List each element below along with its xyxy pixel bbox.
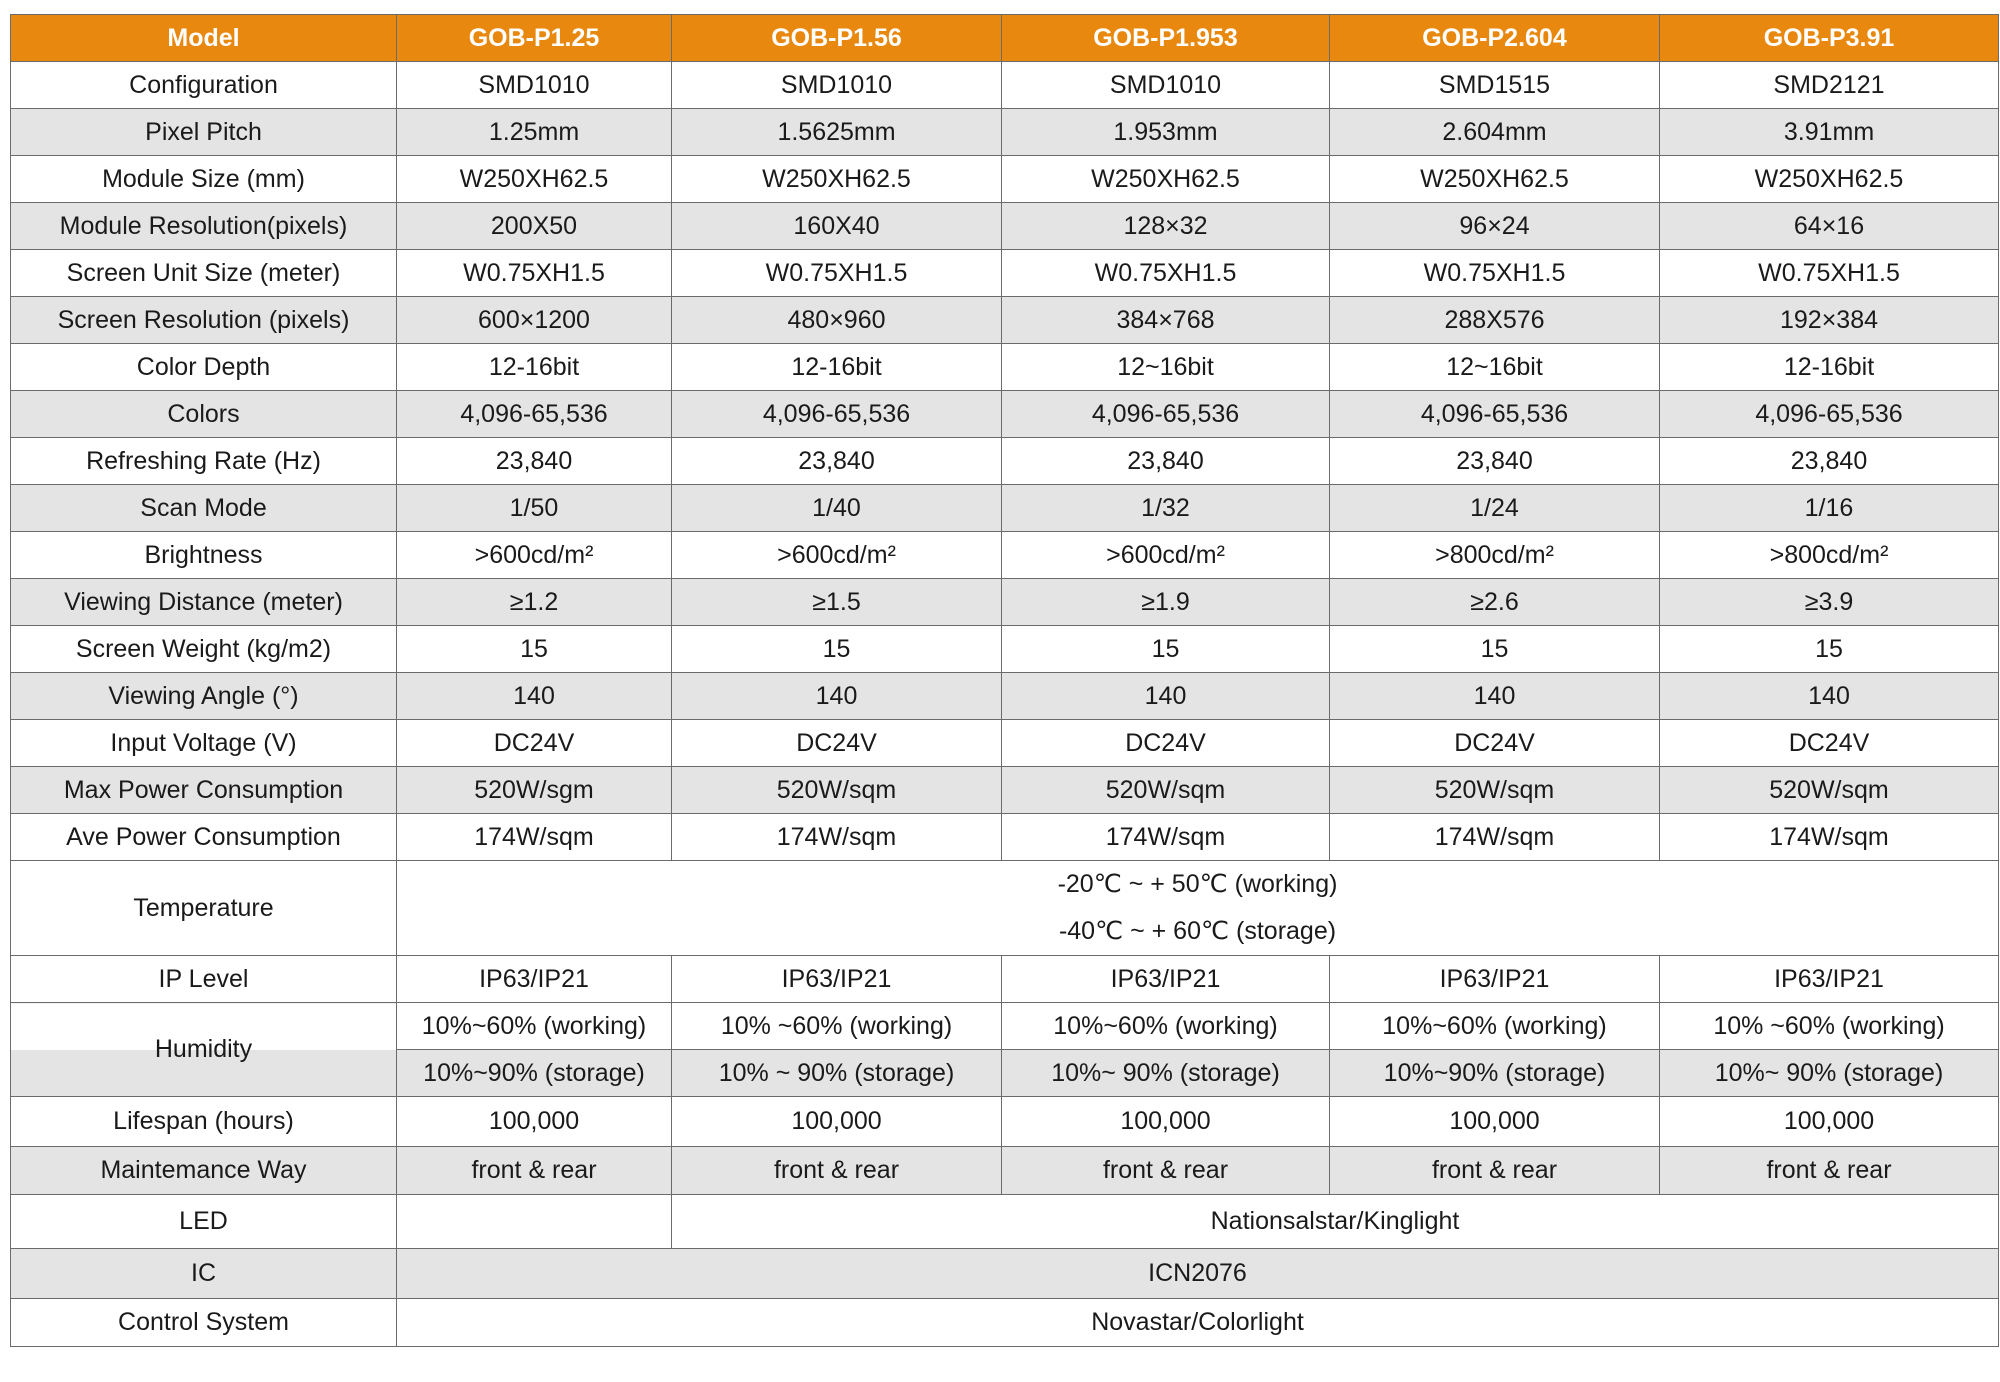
cell-max-power-consumption: 520W/sgm <box>397 767 672 814</box>
cell-pixel-pitch: 2.604mm <box>1330 109 1660 156</box>
row-label-input-voltage-v: Input Voltage (V) <box>11 720 397 767</box>
cell-module-resolution-pixels: 200X50 <box>397 203 672 250</box>
row-label-lifespan: Lifespan (hours) <box>11 1097 397 1147</box>
cell-maintenance: front & rear <box>397 1147 672 1195</box>
cell-screen-unit-size-meter: W0.75XH1.5 <box>397 250 672 297</box>
table-row <box>11 532 1999 579</box>
row-label-max-power-consumption: Max Power Consumption <box>11 767 397 814</box>
row-label-pixel-pitch: Pixel Pitch <box>11 109 397 156</box>
cell-pixel-pitch: 3.91mm <box>1660 109 1999 156</box>
table-row <box>11 673 1999 720</box>
cell-humidity-working: 10%~60% (working) <box>1002 1003 1330 1050</box>
row-label-refreshing-rate-hz: Refreshing Rate (Hz) <box>11 438 397 485</box>
cell-scan-mode: 1/32 <box>1002 485 1330 532</box>
header-model-label: Model <box>11 15 397 62</box>
cell-colors: 4,096-65,536 <box>397 391 672 438</box>
cell-module-size-mm: W250XH62.5 <box>1330 156 1660 203</box>
cell-humidity-storage: 10%~ 90% (storage) <box>1660 1050 1999 1097</box>
cell-ave-power-consumption: 174W/sqm <box>672 814 1002 861</box>
cell-screen-weight-kg-m2: 15 <box>1002 626 1330 673</box>
row-label-screen-weight-kg-m2: Screen Weight (kg/m2) <box>11 626 397 673</box>
table-row <box>11 861 1999 956</box>
cell-colors: 4,096-65,536 <box>1330 391 1660 438</box>
cell-viewing-distance-meter: ≥1.5 <box>672 579 1002 626</box>
table-row <box>11 203 1999 250</box>
cell-pixel-pitch: 1.953mm <box>1002 109 1330 156</box>
cell-brightness: >800cd/m² <box>1660 532 1999 579</box>
header-model-gob-p1-56: GOB-P1.56 <box>672 15 1002 62</box>
cell-viewing-angle: 140 <box>1330 673 1660 720</box>
table-row <box>11 814 1999 861</box>
cell-color-depth: 12~16bit <box>1002 344 1330 391</box>
cell-humidity-storage: 10% ~ 90% (storage) <box>672 1050 1002 1097</box>
cell-screen-resolution-pixels: 480×960 <box>672 297 1002 344</box>
cell-input-voltage-v: DC24V <box>1330 720 1660 767</box>
header-model-gob-p3-91: GOB-P3.91 <box>1660 15 1999 62</box>
cell-color-depth: 12-16bit <box>672 344 1002 391</box>
cell-module-size-mm: W250XH62.5 <box>397 156 672 203</box>
cell-scan-mode: 1/16 <box>1660 485 1999 532</box>
row-label-temperature: Temperature <box>11 861 397 956</box>
table-row <box>11 1195 1999 1249</box>
cell-max-power-consumption: 520W/sqm <box>1002 767 1330 814</box>
header-row <box>11 15 1999 62</box>
cell-input-voltage-v: DC24V <box>1002 720 1330 767</box>
cell-maintenance: front & rear <box>1002 1147 1330 1195</box>
cell-maintenance: front & rear <box>1330 1147 1660 1195</box>
row-label-brightness: Brightness <box>11 532 397 579</box>
cell-humidity-working: 10% ~60% (working) <box>672 1003 1002 1050</box>
cell-screen-resolution-pixels: 192×384 <box>1660 297 1999 344</box>
row-label-control-system: Control System <box>11 1299 397 1347</box>
cell-ip-level: IP63/IP21 <box>672 956 1002 1003</box>
cell-humidity-storage: 10%~90% (storage) <box>1330 1050 1660 1097</box>
table-row <box>11 297 1999 344</box>
cell-color-depth: 12-16bit <box>397 344 672 391</box>
cell-brightness: >600cd/m² <box>1002 532 1330 579</box>
cell-humidity-storage: 10%~90% (storage) <box>397 1050 672 1097</box>
row-label-maintenance: Maintemance Way <box>11 1147 397 1195</box>
temperature-working: -20℃ ~ + 50℃ (working) <box>1057 870 1338 898</box>
header-model-gob-p1-25: GOB-P1.25 <box>397 15 672 62</box>
cell-screen-resolution-pixels: 600×1200 <box>397 297 672 344</box>
cell-configuration: SMD2121 <box>1660 62 1999 109</box>
row-label-module-size-mm: Module Size (mm) <box>11 156 397 203</box>
table-row <box>11 956 1999 1003</box>
table-row <box>11 485 1999 532</box>
table-row <box>11 1003 1999 1050</box>
cell-screen-unit-size-meter: W0.75XH1.5 <box>672 250 1002 297</box>
cell-refreshing-rate-hz: 23,840 <box>1002 438 1330 485</box>
table-row <box>11 626 1999 673</box>
cell-screen-resolution-pixels: 288X576 <box>1330 297 1660 344</box>
cell-screen-unit-size-meter: W0.75XH1.5 <box>1002 250 1330 297</box>
cell-viewing-angle: 140 <box>1002 673 1330 720</box>
cell-colors: 4,096-65,536 <box>1660 391 1999 438</box>
cell-max-power-consumption: 520W/sqm <box>1660 767 1999 814</box>
cell-ip-level: IP63/IP21 <box>1660 956 1999 1003</box>
cell-pixel-pitch: 1.5625mm <box>672 109 1002 156</box>
row-label-module-resolution-pixels: Module Resolution(pixels) <box>11 203 397 250</box>
table-row <box>11 438 1999 485</box>
cell-ip-level: IP63/IP21 <box>1330 956 1660 1003</box>
cell-scan-mode: 1/40 <box>672 485 1002 532</box>
cell-module-resolution-pixels: 128×32 <box>1002 203 1330 250</box>
cell-configuration: SMD1515 <box>1330 62 1660 109</box>
cell-module-resolution-pixels: 160X40 <box>672 203 1002 250</box>
row-label-colors: Colors <box>11 391 397 438</box>
cell-ave-power-consumption: 174W/sqm <box>1002 814 1330 861</box>
table-row <box>11 767 1999 814</box>
cell-refreshing-rate-hz: 23,840 <box>1330 438 1660 485</box>
row-label-ip-level: IP Level <box>11 956 397 1003</box>
table-row <box>11 156 1999 203</box>
cell-refreshing-rate-hz: 23,840 <box>1660 438 1999 485</box>
cell-humidity-storage: 10%~ 90% (storage) <box>1002 1050 1330 1097</box>
temperature-storage: -40℃ ~ + 60℃ (storage) <box>1058 917 1337 945</box>
cell-colors: 4,096-65,536 <box>1002 391 1330 438</box>
row-label-humidity: Humidity <box>11 1003 397 1097</box>
cell-configuration: SMD1010 <box>1002 62 1330 109</box>
cell-humidity-working: 10%~60% (working) <box>1330 1003 1660 1050</box>
cell-lifespan: 100,000 <box>397 1097 672 1147</box>
cell-screen-resolution-pixels: 384×768 <box>1002 297 1330 344</box>
spec-table <box>10 14 1999 1347</box>
cell-refreshing-rate-hz: 23,840 <box>397 438 672 485</box>
cell-module-size-mm: W250XH62.5 <box>1660 156 1999 203</box>
header-model-gob-p2-604: GOB-P2.604 <box>1330 15 1660 62</box>
cell-maintenance: front & rear <box>1660 1147 1999 1195</box>
cell-color-depth: 12~16bit <box>1330 344 1660 391</box>
cell-screen-unit-size-meter: W0.75XH1.5 <box>1660 250 1999 297</box>
cell-maintenance: front & rear <box>672 1147 1002 1195</box>
table-row <box>11 1299 1999 1347</box>
cell-ave-power-consumption: 174W/sqm <box>1330 814 1660 861</box>
cell-viewing-distance-meter: ≥1.2 <box>397 579 672 626</box>
table-row <box>11 1249 1999 1299</box>
cell-configuration: SMD1010 <box>672 62 1002 109</box>
table-row <box>11 391 1999 438</box>
cell-max-power-consumption: 520W/sqm <box>672 767 1002 814</box>
row-label-color-depth: Color Depth <box>11 344 397 391</box>
cell-configuration: SMD1010 <box>397 62 672 109</box>
cell-module-size-mm: W250XH62.5 <box>1002 156 1330 203</box>
cell-ave-power-consumption: 174W/sqm <box>1660 814 1999 861</box>
cell-brightness: >600cd/m² <box>672 532 1002 579</box>
table-row <box>11 62 1999 109</box>
cell-colors: 4,096-65,536 <box>672 391 1002 438</box>
row-label-configuration: Configuration <box>11 62 397 109</box>
table-row <box>11 1147 1999 1195</box>
cell-ic: ICN2076 <box>397 1249 1999 1299</box>
cell-module-size-mm: W250XH62.5 <box>672 156 1002 203</box>
cell-viewing-distance-meter: ≥1.9 <box>1002 579 1330 626</box>
header-model-gob-p1-953: GOB-P1.953 <box>1002 15 1330 62</box>
cell-viewing-angle: 140 <box>397 673 672 720</box>
cell-ave-power-consumption: 174W/sqm <box>397 814 672 861</box>
cell-viewing-distance-meter: ≥2.6 <box>1330 579 1660 626</box>
cell-humidity-working: 10% ~60% (working) <box>1660 1003 1999 1050</box>
row-label-screen-unit-size-meter: Screen Unit Size (meter) <box>11 250 397 297</box>
cell-refreshing-rate-hz: 23,840 <box>672 438 1002 485</box>
cell-led-empty <box>397 1195 672 1249</box>
row-label-screen-resolution-pixels: Screen Resolution (pixels) <box>11 297 397 344</box>
table-row <box>11 1097 1999 1147</box>
cell-humidity-working: 10%~60% (working) <box>397 1003 672 1050</box>
cell-ip-level: IP63/IP21 <box>1002 956 1330 1003</box>
cell-led: Nationsalstar/Kinglight <box>672 1195 1999 1249</box>
cell-lifespan: 100,000 <box>1660 1097 1999 1147</box>
cell-screen-weight-kg-m2: 15 <box>672 626 1002 673</box>
cell-lifespan: 100,000 <box>1002 1097 1330 1147</box>
cell-module-resolution-pixels: 96×24 <box>1330 203 1660 250</box>
row-label-scan-mode: Scan Mode <box>11 485 397 532</box>
cell-temperature <box>397 861 1999 956</box>
cell-input-voltage-v: DC24V <box>672 720 1002 767</box>
cell-viewing-angle: 140 <box>1660 673 1999 720</box>
cell-screen-unit-size-meter: W0.75XH1.5 <box>1330 250 1660 297</box>
cell-input-voltage-v: DC24V <box>397 720 672 767</box>
row-label-led: LED <box>11 1195 397 1249</box>
cell-screen-weight-kg-m2: 15 <box>397 626 672 673</box>
row-label-viewing-distance-meter: Viewing Distance (meter) <box>11 579 397 626</box>
cell-brightness: >800cd/m² <box>1330 532 1660 579</box>
cell-lifespan: 100,000 <box>672 1097 1002 1147</box>
cell-scan-mode: 1/50 <box>397 485 672 532</box>
cell-control-system: Novastar/Colorlight <box>397 1299 1999 1347</box>
cell-max-power-consumption: 520W/sqm <box>1330 767 1660 814</box>
table-row <box>11 720 1999 767</box>
row-label-ic: IC <box>11 1249 397 1299</box>
temperature-values <box>397 861 1998 955</box>
cell-module-resolution-pixels: 64×16 <box>1660 203 1999 250</box>
cell-ip-level: IP63/IP21 <box>397 956 672 1003</box>
cell-screen-weight-kg-m2: 15 <box>1660 626 1999 673</box>
table-row <box>11 344 1999 391</box>
cell-scan-mode: 1/24 <box>1330 485 1660 532</box>
cell-viewing-angle: 140 <box>672 673 1002 720</box>
table-row <box>11 109 1999 156</box>
cell-screen-weight-kg-m2: 15 <box>1330 626 1660 673</box>
cell-pixel-pitch: 1.25mm <box>397 109 672 156</box>
cell-brightness: >600cd/m² <box>397 532 672 579</box>
row-label-viewing-angle: Viewing Angle (°) <box>11 673 397 720</box>
cell-lifespan: 100,000 <box>1330 1097 1660 1147</box>
cell-viewing-distance-meter: ≥3.9 <box>1660 579 1999 626</box>
cell-input-voltage-v: DC24V <box>1660 720 1999 767</box>
table-row <box>11 250 1999 297</box>
row-label-ave-power-consumption: Ave Power Consumption <box>11 814 397 861</box>
cell-color-depth: 12-16bit <box>1660 344 1999 391</box>
table-row <box>11 579 1999 626</box>
